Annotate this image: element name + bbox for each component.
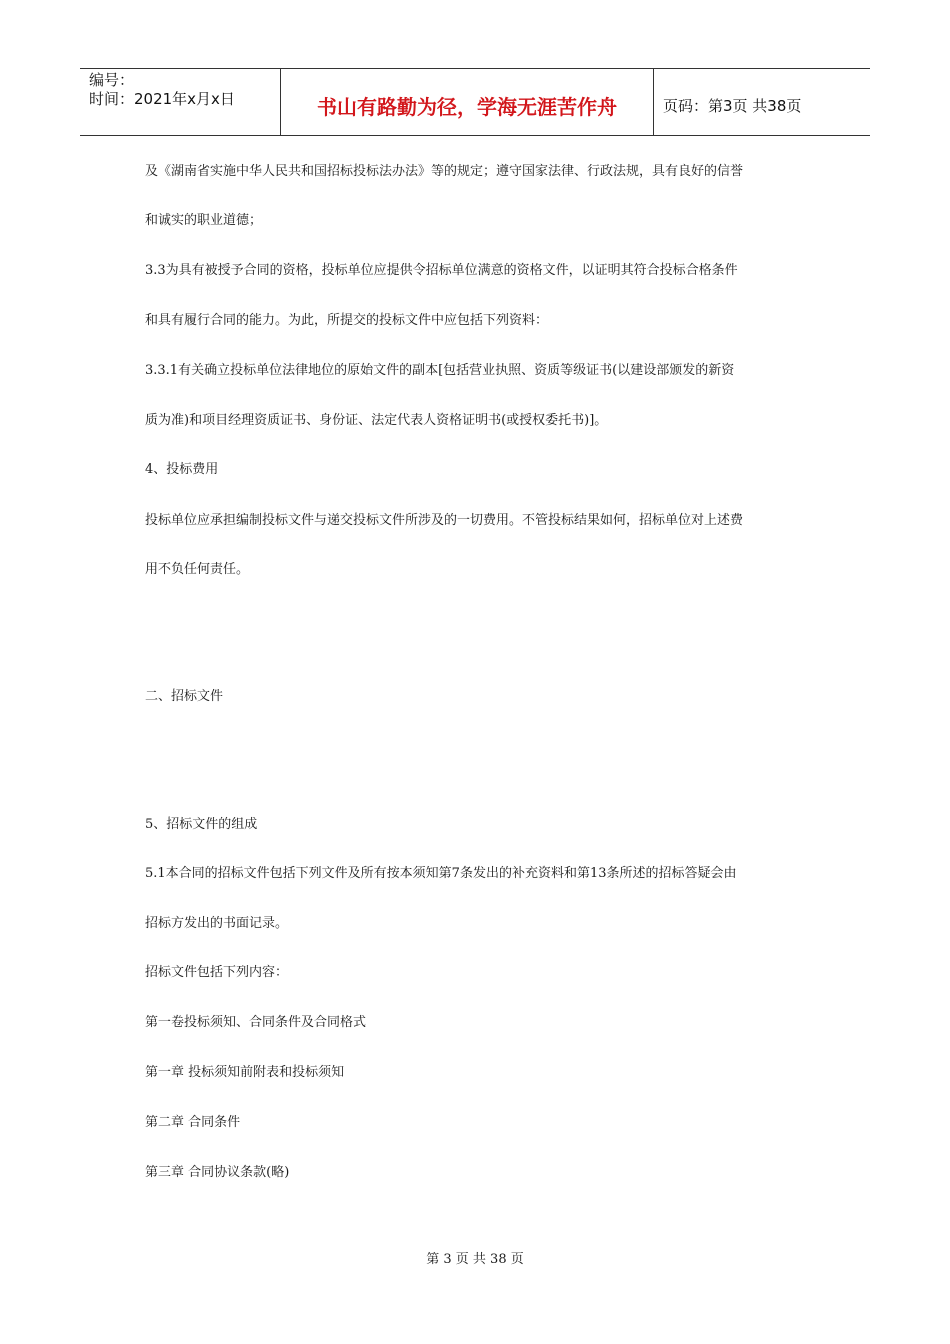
body-line: 及《湖南省实施中华人民共和国招标投标法办法》等的规定；遵守国家法律、行政法规，具有良好的信誉 [145,164,744,179]
body-line: 3.3.1有关确立投标单位法律地位的原始文件的副本[包括营业执照、资质等级证书(以建设部颁发的新资 [145,363,735,378]
body-line: 3.3为具有被授予合同的资格，投标单位应提供令招标单位满意的资格文件，以证明其符合投标合格条件 [145,263,738,278]
header-motto: 书山有路勤为径，学海无涯苦作舟 [281,69,654,135]
header-page-info: 页码：第3页 共38页 [663,96,802,115]
header-meta [80,69,281,135]
time-label: 时间：2021年x月x日 [89,90,235,108]
body-line: 投标单位应承担编制投标文件与递交投标文件所涉及的一切费用。不管投标结果如何，招标单位对上述费 [145,513,744,528]
body-line: 第二章 合同条件 [145,1115,241,1130]
body-line: 用不负任何责任。 [145,562,250,577]
body-line: 5.1本合同的招标文件包括下列文件及所有按本须知第7条发出的补充资料和第13条所述的招标答疑会由 [145,866,737,881]
body-line: 和诚实的职业道德； [145,213,263,228]
body-line: 招标方发出的书面记录。 [145,916,289,931]
page-footer: 第 3 页 共 38 页 [426,1252,524,1267]
body-line: 第三章 合同协议条款(略) [145,1165,290,1180]
body-line: 质为准)和项目经理资质证书、身份证、法定代表人资格证明书(或授权委托书)]。 [145,413,608,428]
chapter-heading: 二、招标文件 [145,689,224,704]
body-line: 和具有履行合同的能力。为此，所提交的投标文件中应包括下列资料： [145,313,549,328]
body-line: 第一卷投标须知、合同条件及合同格式 [145,1015,367,1030]
serial-label: 编号： [89,71,135,89]
body-line: 招标文件包括下列内容： [145,965,289,980]
body-line: 第一章 投标须知前附表和投标须知 [145,1065,345,1080]
section-heading: 5、招标文件的组成 [145,817,258,832]
section-heading: 4、投标费用 [145,462,219,477]
page-header [80,68,870,136]
